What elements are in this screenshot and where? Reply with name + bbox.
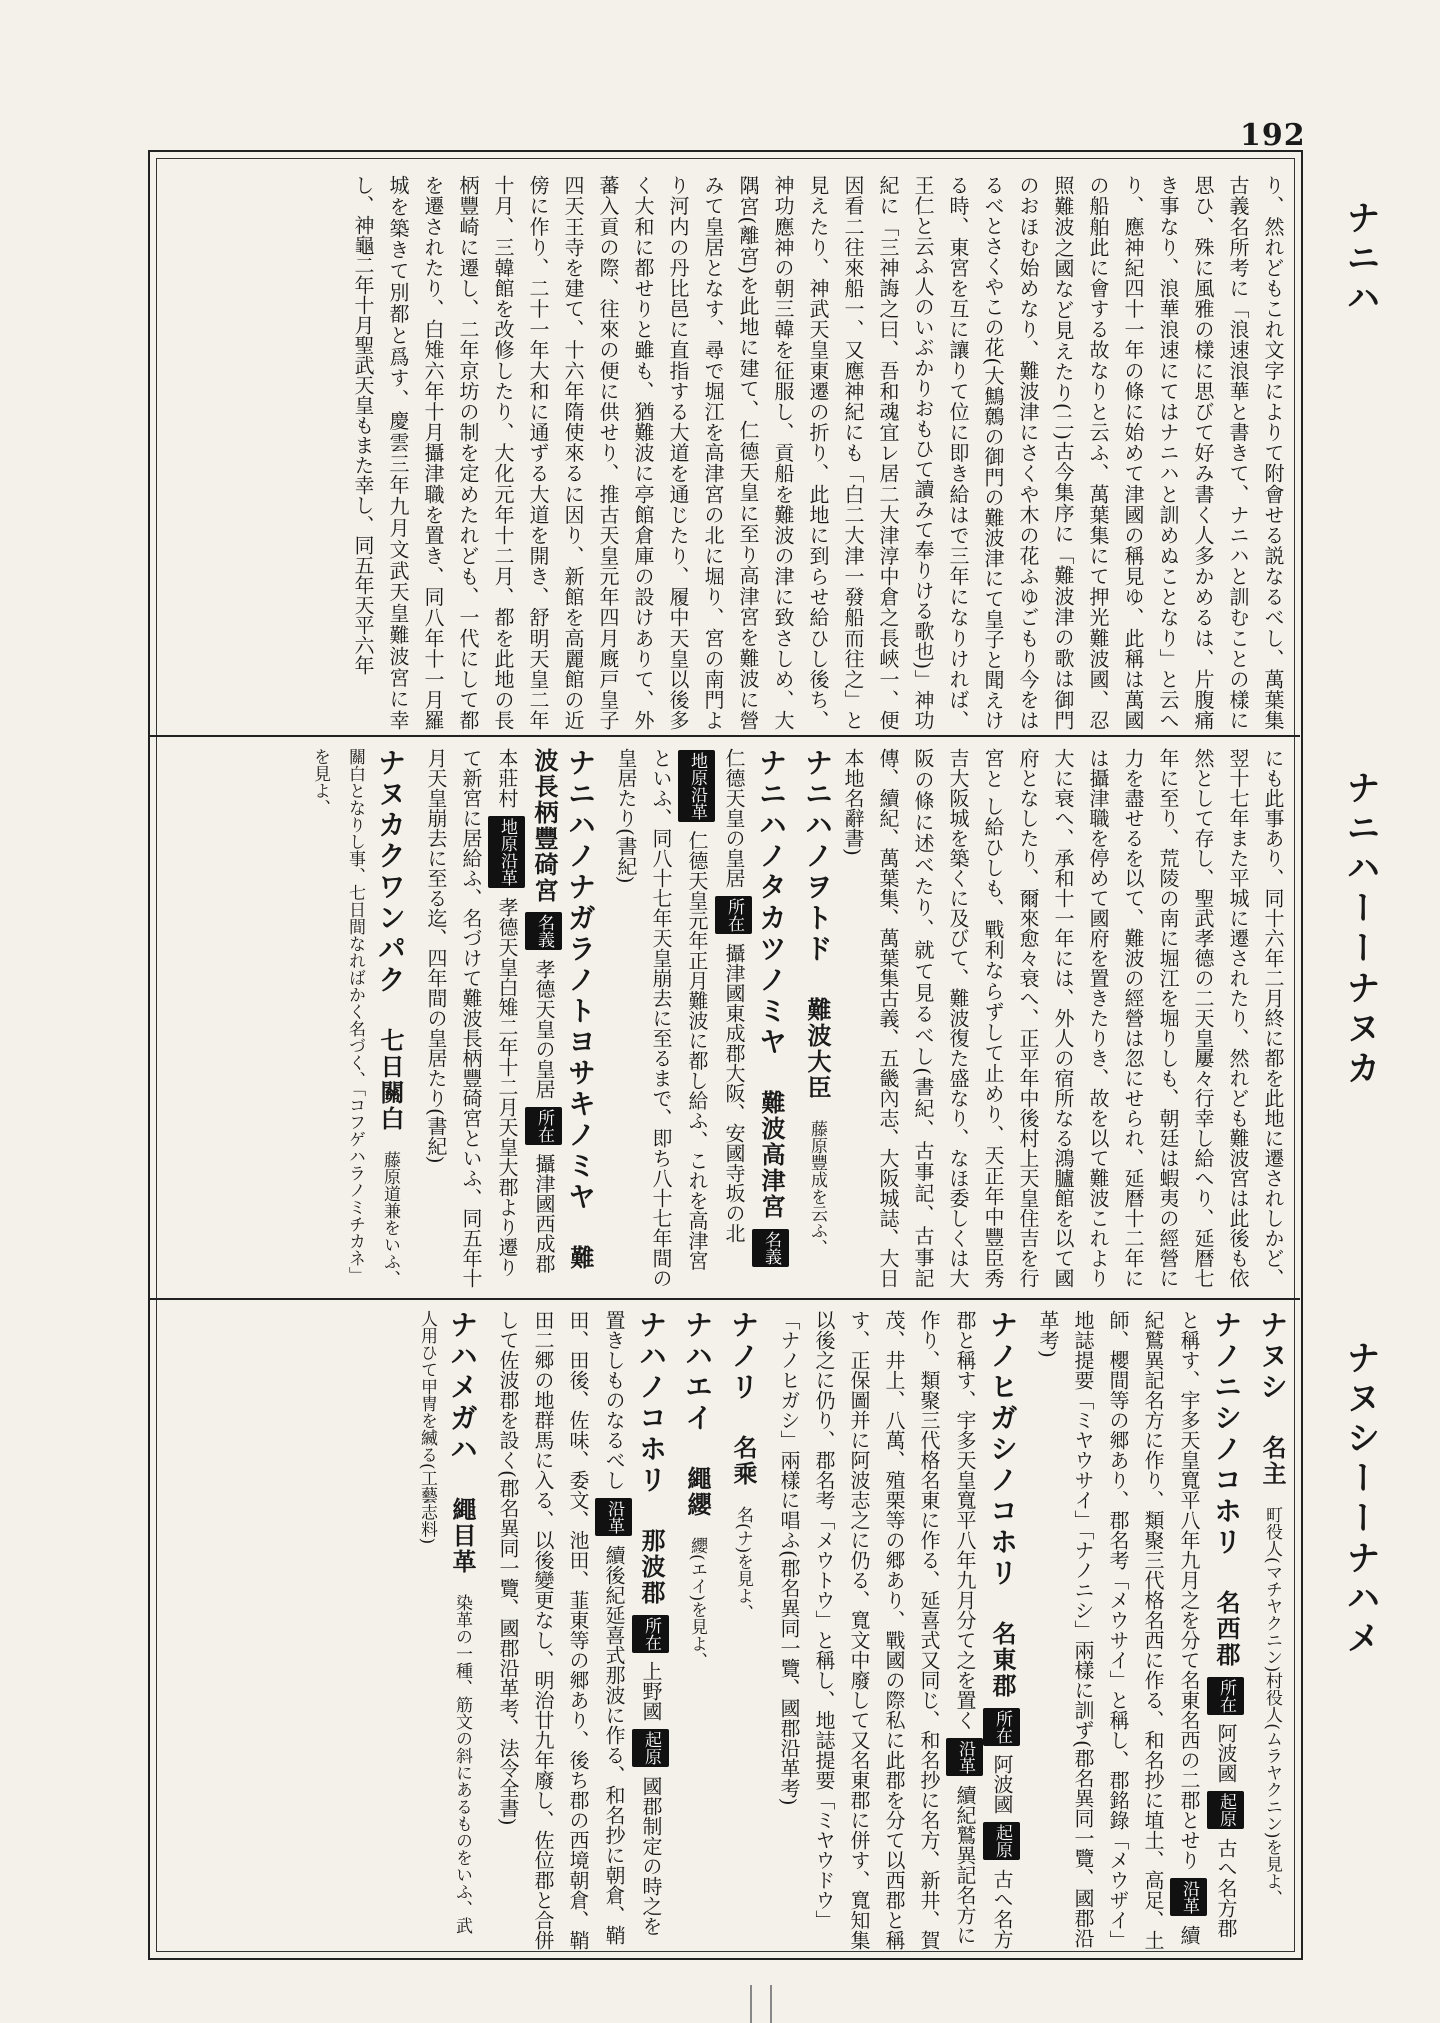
- running-header-top: ナニハ: [1340, 200, 1380, 320]
- entry-heading: ナヌカクワンパク: [374, 748, 407, 996]
- entry-kanji: 七日關白: [376, 1028, 405, 1133]
- entry-note: 町役人(マチヤクニン)村役人(ムラヤクニン)を見よ、: [1262, 1505, 1282, 1907]
- entry-body: 仁德天皇の皇居: [722, 748, 746, 888]
- entry-note: 藤原道兼をいふ、關白となりし事、七日間なればかく名づく、「コフゲハラノミチカネ」を見よ、: [310, 748, 400, 1287]
- entry-body: 續紀鷲異記名方に作り、類聚三代格名西に作る、和名抄に埴土、高足、土師、櫻間等の郷あり、郡名考「メウサイ」と稱し、郡銘錄「メウザイ」地誌提要「ミヤウサイ」「ナノニシ」兩樣に訓ず(郡名異同一覽、國郡沿革考): [1036, 1310, 1201, 1950]
- entry-body: 阿波國: [990, 1754, 1014, 1815]
- entry-heading: ナヌシ: [1256, 1310, 1289, 1403]
- section-divider-1: [150, 735, 1300, 737]
- entry-naniha-otodo: [799, 748, 835, 1288]
- section-divider-2: [150, 1298, 1300, 1300]
- entry-kanji: 名西郡: [1212, 1590, 1241, 1669]
- entry-heading: ナニハノタカツノミヤ: [755, 748, 788, 1058]
- entry-nanushi: [1254, 1310, 1290, 1950]
- entry-heading: ナニハノヲトド: [801, 748, 834, 965]
- entry-kanji: 繩纓: [683, 1466, 712, 1519]
- entry-kanji: 難波長柄豐碕宮: [530, 748, 595, 1272]
- entry-kanji: 名乘: [729, 1435, 758, 1488]
- entry-heading: ナハノコホリ: [635, 1310, 668, 1496]
- entry-body: 上野國: [639, 1661, 663, 1722]
- label-badge: 所在: [983, 1708, 1020, 1746]
- entry-body: 攝津國西成郡本莊村: [495, 748, 556, 1274]
- entry-note: 藤原豐成を云ふ、: [807, 1119, 827, 1256]
- entry-nahanokohori: [490, 1310, 669, 1950]
- entry-heading: ナノニシノコホリ: [1210, 1310, 1243, 1558]
- entry-body: 孝德天皇の皇居: [532, 958, 556, 1099]
- entry-body: 攝津國東成郡大阪、安國寺坂の北: [722, 942, 746, 1243]
- top-paragraph: り、然れどもこれ文字によりて附會せる説なるべし、萬葉集古義名所考に「浪速浪華と書きて、ナニハと訓むことの樣に思ひ、殊に風雅の樣に思びて好み書く人多かめるは、片腹痛き事なり、浪華浪速にてはナニハと訓めぬことなり」と云へり、應神紀四十一年の條に始めて津國の稱見ゆ、此稱は萬國の船舶此に會する故なりと云ふ、萬葉集にて押光難波國、忍照難波之國など見えたり(二)古今集序に「難波津の歌は御門のおほむ始めなり、難波津にさくや木の花ふゆごもり今をはるべとさくやこの花(大鷦鷯の御門の難波津にて皇子と聞えける時、東宮を互に讓りて位に即き給はで三年になりければ、王仁と云ふ人のいぶかりおもひて讀みて奉りける歌也)」神功紀に「三神誨之曰、吾和魂宜レ居二大津淳中倉之長峽一、便因看二往來船一、又應神紀にも「白二大津一發船而往之」と見えたり、神武天皇東遷の折り、此地に到らせ給ひし後ち、神功應神の朝三韓を征服し、貢船を難波の津に致さしめ、大隅宮(離宮)を此地に建て、仁德天皇に至り高津宮を難波に營みて皇居となす、尋で堀江を高津宮の北に堀り、宮の南門より河内の丹比邑に直指する大道を通じたり、履中天皇以後多く大和に都せりと雖も、猶難波に亭館倉庫の設けありて、外蕃入貢の際、往來の便に供せり、推古天皇元年四月廐戸皇子四天王寺を建て、十六年隋使來るに因り、新館を高麗館の近傍に作り、二十一年大和に通ずる大道を開き、舒明天皇二年十月、三韓館を改修したり、大化元年十二月、都を此地の長柄豐崎に遷し、二年京坊の制を定めたれども、一代にして都を遷されたり、白雉六年十月攝津職を置き、同八年十一月羅城を築きて別都と爲す、慶雲三年九月文武天皇難波宮に幸し、神龜二年十月聖武天皇もまた幸し、同五年天平六年: [351, 175, 1285, 730]
- entry-nanonishi: [1030, 1310, 1244, 1950]
- running-header-middle: ナニハーーナヌカ: [1340, 770, 1380, 1090]
- label-badge: 沿革: [595, 1498, 632, 1536]
- middle-intro: にも此事あり、同十六年二月終に都を此地に遷されしかど、翌十七年また平城に遷されたり、然れども難波宮は此後も依然として存し、聖武孝德の二天皇屢々行幸し給へり、延暦七年に至り、荒陵の南に堀江を堀りしも、朝廷は蝦夷の經營に力を盡せるを以て、難波の經營は忽にせられ、延暦十二年には攝津職を停めて國府を置きたりき、故を以て難波これより大に衰へ、承和十一年には、外人の宿所なる鴻臚館を以て國府となしたり、爾來愈々衰へ、正平年中後村上天皇住吉を行宮と し給ひしも、戰利ならずして止めり、天正年中豐臣秀吉大阪城を築くに及びて、難波復た盛なり、なほ委しくは大阪の條に述べたり、就て見るべし(書紀、古事記、古事記傳、續紀、萬葉集、萬葉集古義、五畿內志、大阪城誌、大日本地名辭書): [841, 748, 1285, 1288]
- page-number: 192: [1240, 118, 1306, 153]
- bottom-text-block: [162, 1310, 1290, 1950]
- entry-nanuka-kanpaku: [302, 748, 408, 1288]
- entry-note: 名(ナ)を見よ、: [733, 1505, 753, 1621]
- entry-nanori: [725, 1310, 761, 1950]
- label-badge: 名義: [525, 912, 562, 950]
- label-badge: 沿革: [1170, 1878, 1207, 1916]
- label-badge: 所在: [1207, 1677, 1244, 1715]
- entry-heading: ナノヒガシノコホリ: [986, 1310, 1019, 1589]
- label-badge: 沿革: [946, 1738, 983, 1776]
- entry-body: 仁德天皇元年正月難波に都し給ふ、これを高津宮といふ、同八十七年天皇崩去に至るまで、即ち八十七年間の皇居たり(書紀): [614, 748, 709, 1288]
- entry-naniha-takatsu: [608, 748, 789, 1288]
- entry-body: 續後紀延喜式那波に作る、和名抄に朝倉、鞘田、田後、佐味、委文、池田、韮東等の郷あり、後ち郡の西境朝倉、鞘田二郷の地群馬に入る、以後變更なし、明治廿九年廢し、佐位郡と合併して佐波郡を設く(郡名異同一覽、國郡沿革考、法令全書): [496, 1310, 626, 1950]
- scan-mark: [770, 1985, 772, 2023]
- label-badge: 起原: [983, 1822, 1020, 1860]
- running-header-bottom: ナヌシーーナハメ: [1340, 1340, 1380, 1660]
- entry-heading: ナニハノナガラノトヨサキノミヤ: [564, 748, 597, 1213]
- entry-kanji: 難波高津宮: [757, 1090, 786, 1221]
- label-badge: 地原沿革: [488, 816, 525, 888]
- label-badge: 所在: [715, 896, 752, 934]
- entry-note: 染革の一種、筋文の斜にあるものをいふ、武人用ひて甲冑を縅る(工藝志料): [417, 1310, 472, 1934]
- label-badge: 地原沿革: [678, 750, 715, 822]
- entry-heading: ナノリ: [727, 1310, 760, 1403]
- entry-body: 阿波國: [1214, 1723, 1238, 1784]
- entry-note: 纓(エイ)を見よ、: [687, 1536, 707, 1669]
- label-badge: 起原: [632, 1729, 669, 1767]
- entry-naniha-nagara: [418, 748, 598, 1288]
- label-badge: 名義: [752, 1229, 789, 1267]
- entry-body: 古へ名方郡と稱す、宇多天皇寬平八年九月之を分て名東名西の二郡とせり: [1177, 1310, 1238, 1938]
- entry-kanji: 那波郡: [637, 1528, 666, 1607]
- entry-body: 續紀鷲異記名方に作り、類聚三代格名東に作る、延喜式又同じ、和名抄に名方、新井、賀茂、井上、八萬、殖栗等の郷あり、戰國の際私に此郡を分て以西郡と稱す、正保圖并に阿波志之に仍る、寬文中廢して又名東郡に併す、寬知集以後之に仍り、郡名考「メウトウ」と稱し、地誌提要「ミヤウドウ」「ナノヒガシ」兩樣に唱ふ(郡名異同一覽、國郡沿革考): [777, 1310, 977, 1950]
- label-badge: 所在: [632, 1615, 669, 1653]
- label-badge: 起原: [1207, 1791, 1244, 1829]
- entry-body: 國郡制定の時之を置きしものなるべし: [602, 1310, 663, 1936]
- entry-nahamegaha: [409, 1310, 480, 1950]
- entry-body: 孝德天皇白雉二年十二月天皇大郡より遷りて新宮に居給ふ、名づけて難波長柄豐碕宮といふ、同五年十月天皇崩去に至る迄、四年間の皇居たり(書紀): [424, 748, 519, 1288]
- entry-heading: ナハメガハ: [446, 1310, 479, 1465]
- entry-body: 古へ名方郡と稱す、宇多天皇寬平八年九月分て之を置く: [953, 1310, 1014, 1949]
- entry-nanohigashi: [771, 1310, 1020, 1950]
- entry-kanji: 名主: [1258, 1435, 1287, 1488]
- entry-kanji: 難波大臣: [803, 997, 832, 1102]
- entry-nahaei: [679, 1310, 715, 1950]
- top-text-block: [162, 175, 1290, 730]
- scan-mark: [750, 1985, 752, 2023]
- entry-kanji: 繩目革: [448, 1497, 477, 1576]
- entry-kanji: 名東郡: [988, 1621, 1017, 1700]
- entry-heading: ナハエイ: [681, 1310, 714, 1434]
- middle-text-block: [162, 748, 1290, 1288]
- label-badge: 所在: [525, 1107, 562, 1145]
